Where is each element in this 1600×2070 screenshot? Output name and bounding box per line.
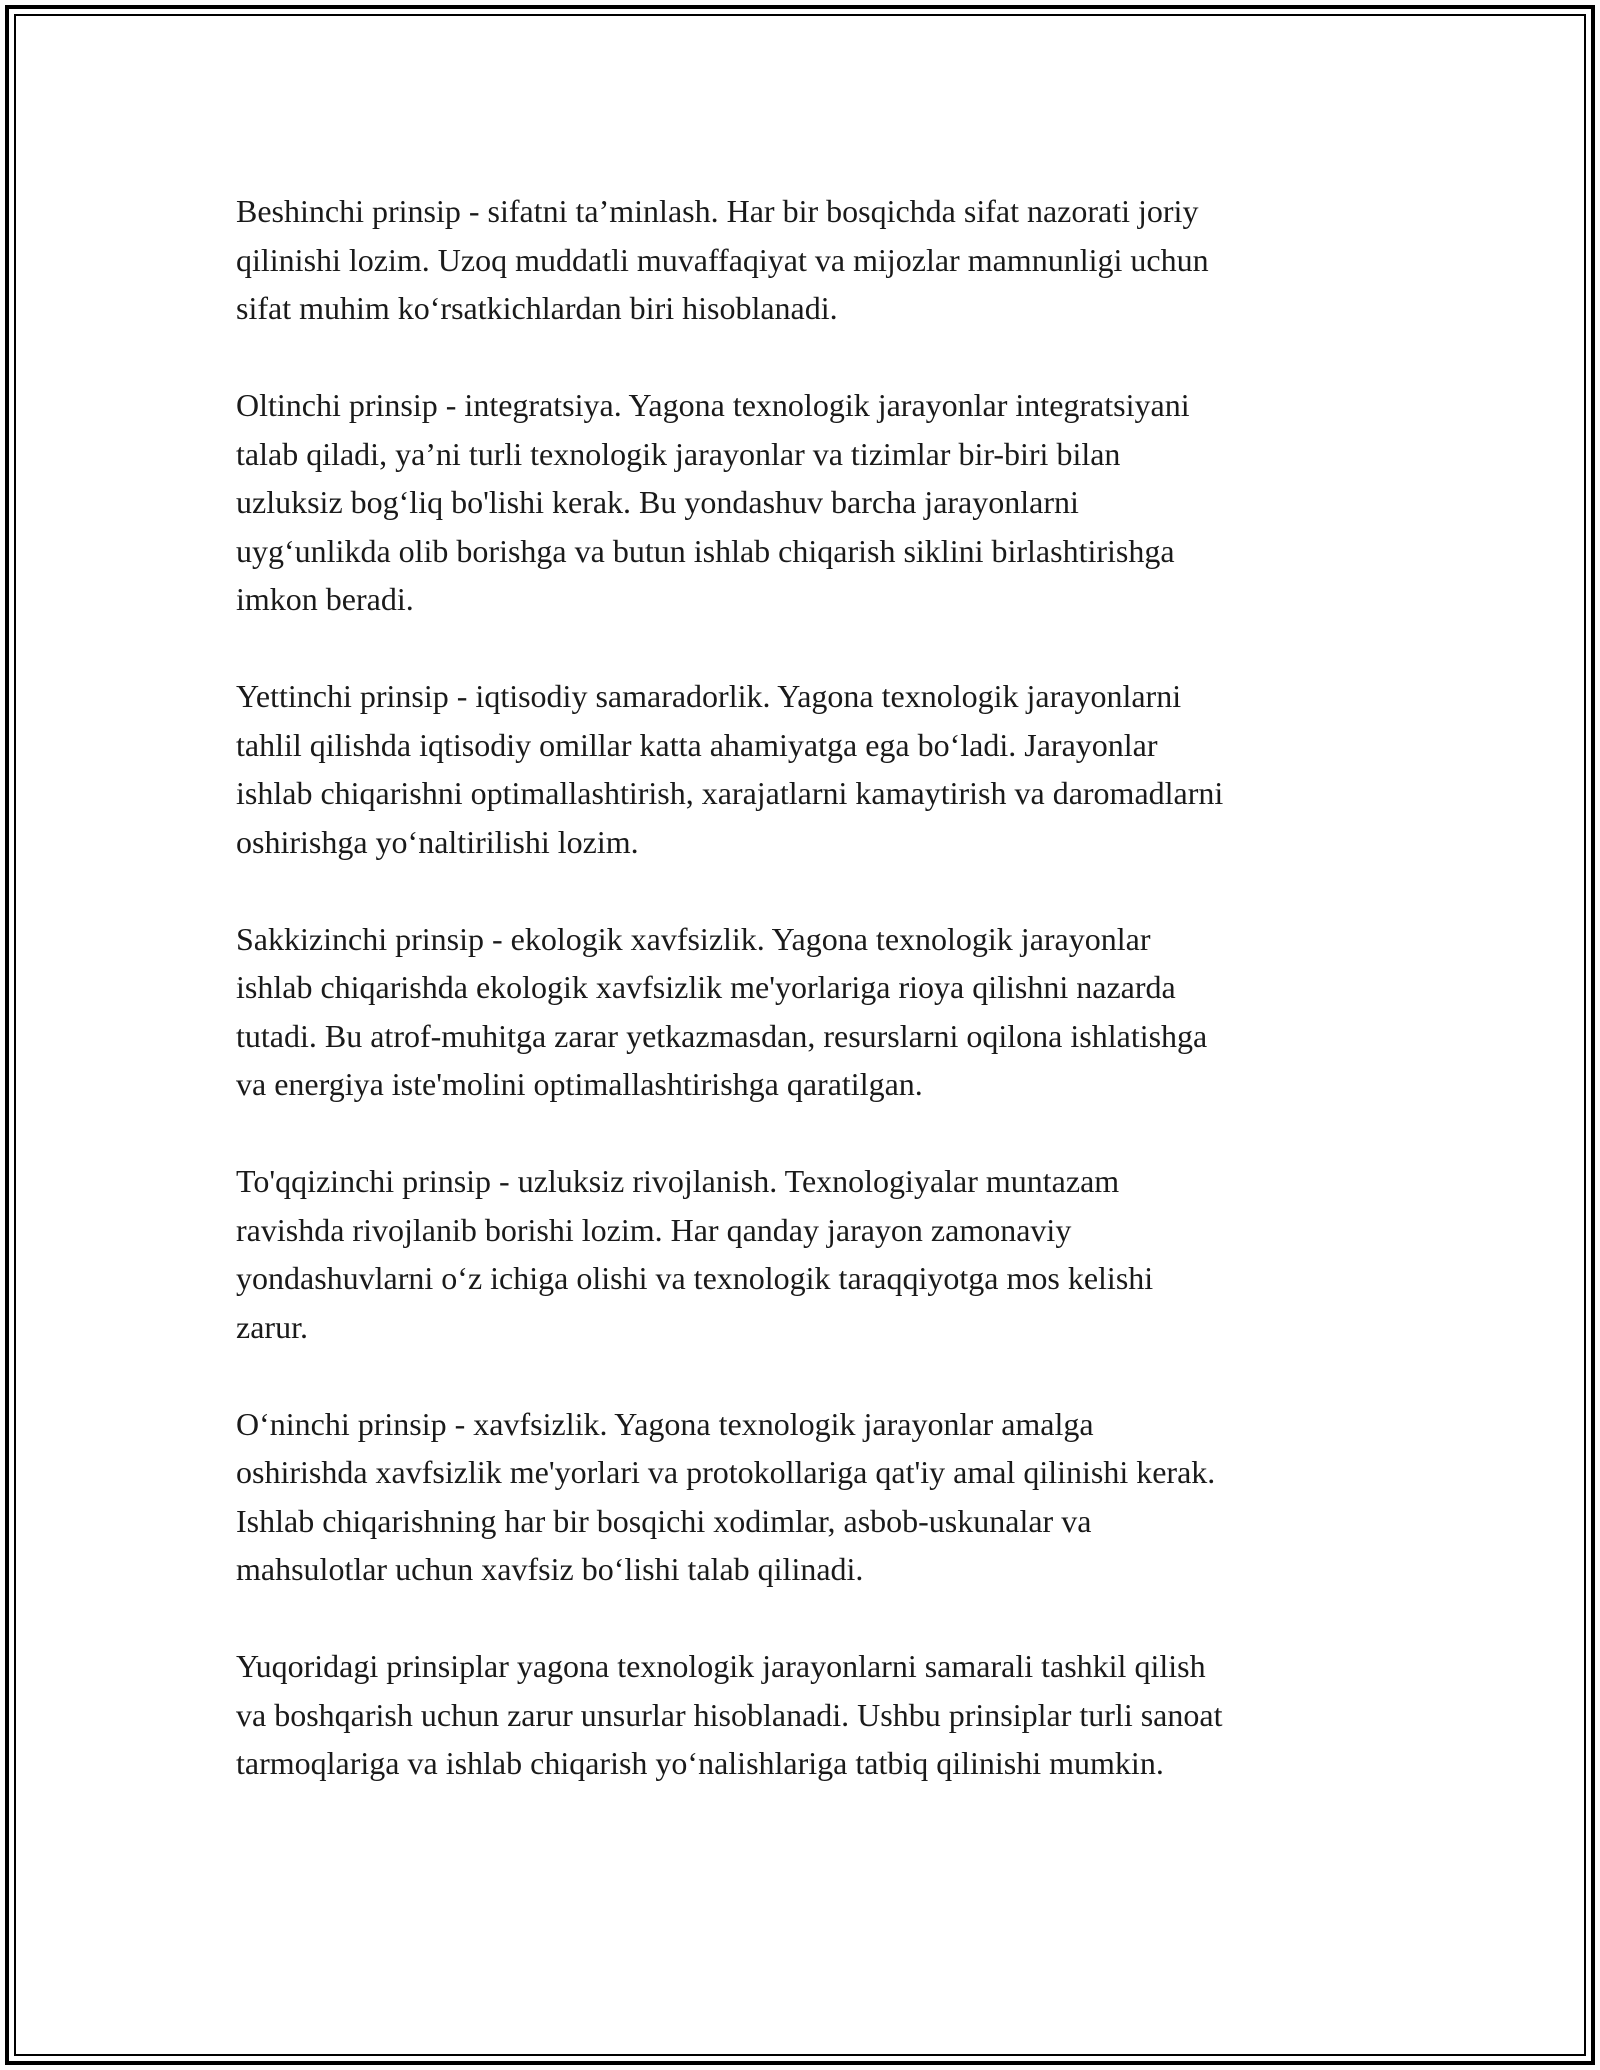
document-body <box>236 187 1376 1836</box>
paragraph-principle-7: Yettinchi prinsip - iqtisodiy samaradorlik. Yagona texnologik jarayonlarni tahlil qilishda iqtisodiy omillar katta ahamiyatga ega bo‘ladi. Jarayonlar ishlab chiqarishni optimallashtirish, xarajatlarni kamaytirish va daromadlarni oshirishga yo‘naltirilishi lozim. <box>236 678 1224 860</box>
paragraph-principle-10: O‘ninchi prinsip - xavfsizlik. Yagona texnologik jarayonlar amalga oshirishda xavfsizlik me'yorlari va protokollariga qat'iy amal qilinishi kerak. Ishlab chiqarishning har bir bosqichi xodimlar, asbob-uskunalar va mahsulotlar uchun xavfsiz bo‘lishi talab qilinadi. <box>236 1405 1216 1587</box>
paragraph-principle-8: Sakkizinchi prinsip - ekologik xavfsizlik. Yagona texnologik jarayonlar ishlab chiqarishda ekologik xavfsizlik me'yorlariga rioya qilishni nazarda tutadi. Bu atrof-muhitga zarar yetkazmasdan, resurslarni oqilona ishlatishga va energiya iste'molini optimallashtirishga qaratilgan. <box>236 920 1208 1102</box>
paragraph-conclusion: Yuqoridagi prinsiplar yagona texnologik jarayonlarni samarali tashkil qilish va boshqarish uchun zarur unsurlar hisoblanadi. Ushbu prinsiplar turli sanoat tarmoqlariga va ishlab chiqarish yo‘nalishlariga tatbiq qilinishi mumkin. <box>236 1648 1223 1781</box>
paragraph-principle-6: Oltinchi prinsip - integratsiya. Yagona texnologik jarayonlar integratsiyani talab qiladi, ya’ni turli texnologik jarayonlar va tizimlar bir-biri bilan uzluksiz bog‘liq bo'lishi kerak. Bu yondashuv barcha jarayonlarni uyg‘unlikda olib borishga va butun ishlab chiqarish siklini birlashtirishga imkon beradi. <box>236 387 1190 617</box>
paragraph-principle-5: Beshinchi prinsip - sifatni ta’minlash. Har bir bosqichda sifat nazorati joriy qilinishi lozim. Uzoq muddatli muvaffaqiyat va mijozlar mamnunligi uchun sifat muhim ko‘rsatkichlardan biri hisoblanadi. <box>236 193 1209 326</box>
paragraph-principle-9: To'qqizinchi prinsip - uzluksiz rivojlanish. Texnologiyalar muntazam ravishda rivojlanib borishi lozim. Har qanday jarayon zamonaviy yondashuvlarni o‘z ichiga olishi va texnologik taraqqiyotga mos kelishi zarur. <box>236 1163 1154 1345</box>
